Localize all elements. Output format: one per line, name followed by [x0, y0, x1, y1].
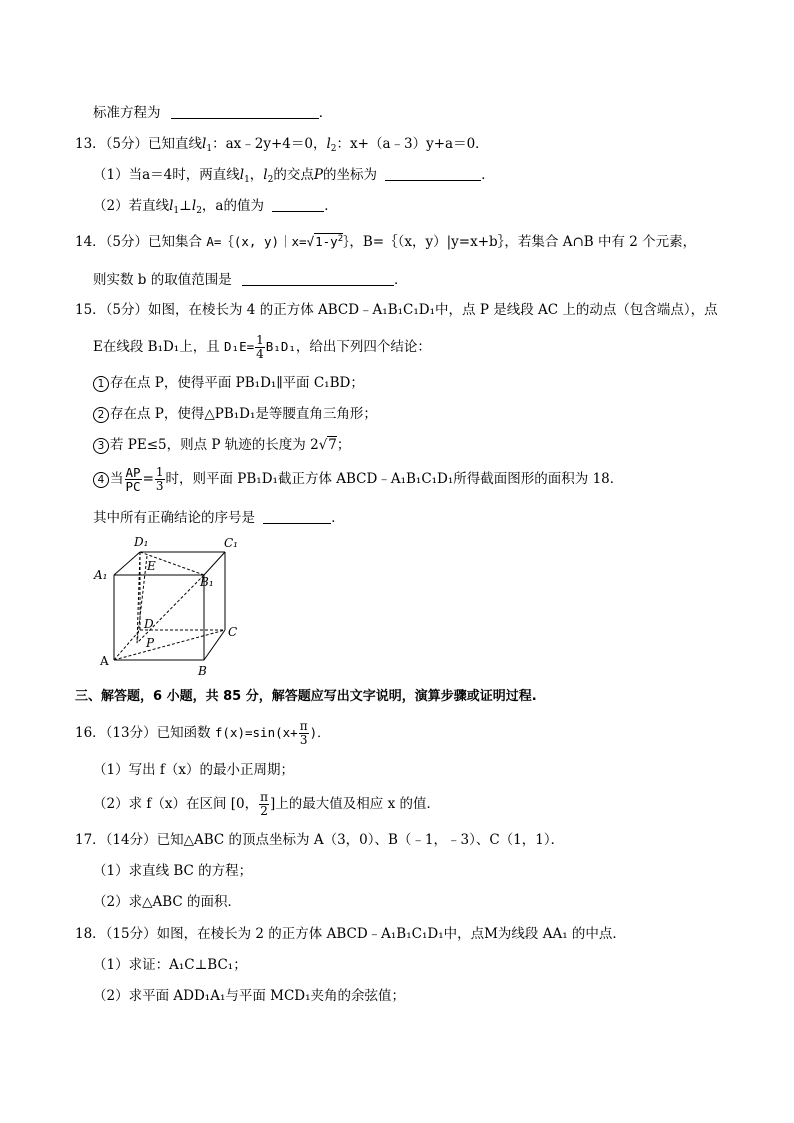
answer-blank[interactable] — [242, 271, 394, 286]
line2-equation: ：x+（a﹣3）y+a＝0． — [336, 136, 489, 152]
section-3-heading: 三、解答题，6 小题，共 85 分，解答题应写出文字说明，演算步骤或证明过程. — [75, 689, 537, 704]
q16-part2 — [93, 791, 440, 818]
intersection-text: 的交点 — [273, 167, 314, 183]
q15-conclusion-4 — [93, 466, 623, 493]
q15-conclusion-2 — [93, 405, 377, 423]
label-A: A — [100, 654, 109, 668]
l1-symbol: l — [202, 136, 207, 152]
set-B: ，B=｛（x，y）|y=x+b｝，若集合 A∩B 中有 2 个元素， — [349, 234, 697, 251]
q17-part1: （1）求直线 BC 的方程； — [93, 863, 253, 879]
point-P: P — [313, 167, 323, 183]
q15-tail — [93, 509, 345, 527]
cube-figure — [92, 530, 252, 678]
part-label: （2）若直线 — [93, 198, 170, 214]
fraction-ap-pc: $\frac{AP}{PC}$ — [125, 465, 141, 494]
q15-conclusion-1 — [93, 374, 364, 392]
circled-number-2: 2 — [93, 407, 109, 423]
d1e-lhs: D₁E= — [224, 339, 255, 354]
coord-text: 的坐标为 — [322, 167, 377, 183]
function-close: )． — [309, 725, 330, 740]
sqrt-sign: √ — [306, 234, 315, 250]
l2-symbol: l — [326, 136, 331, 152]
conclusion-text: 时，则平面 PB₁D₁截正方体 ABCD﹣A₁B₁C₁D₁所得截面图形的面积为 18． — [165, 471, 624, 487]
conclusion-text: 存在点 P，使得△PB₁D₁是等腰直角三角形； — [110, 406, 377, 422]
q14-line2 — [93, 271, 408, 289]
b-range-text: 则实数 b 的取值范围是 — [93, 272, 232, 288]
set-A-close: ｝ — [343, 234, 350, 250]
conclusion-text: 若 PE≤5，则点 P 轨迹的长度为 2 — [110, 437, 319, 453]
q16-prefix: 16．（13分）已知函数 — [75, 725, 211, 741]
max-text: ]上的最大值及相应 x 的值． — [270, 796, 440, 812]
sqrt-radicand: $1-y^2$ — [315, 234, 344, 250]
label-P: P — [146, 636, 155, 650]
answer-blank[interactable] — [263, 509, 331, 524]
conclusion-text: 存在点 P，使得平面 PB₁D₁∥平面 C₁BD； — [110, 375, 364, 391]
edge-B1C1 — [204, 552, 225, 575]
q17-head: 17．（14分）已知△ABC 的顶点坐标为 A（3，0）、B（﹣1，﹣3）、C（1，1）． — [75, 832, 565, 848]
fraction-third: $\frac{1}{3}$ — [155, 465, 164, 493]
conclusions-intro: ，给出下列四个结论： — [295, 339, 431, 355]
q13-prefix: 13．（5分）已知直线 — [75, 136, 203, 152]
q13-part2: （2）若直线$l_1\perp l_2$，a的值为 ． — [93, 198, 338, 216]
q15-line2 — [93, 334, 431, 361]
label-A1: A₁ — [94, 568, 108, 582]
q17-part2: （2）求△ABC 的面积． — [93, 894, 242, 910]
label-B: B — [198, 664, 207, 678]
set-A: A=｛(x, y)｜x= — [206, 234, 307, 250]
a-value-text: ，a的值为 — [201, 198, 264, 214]
q12-text: 标准方程为 — [93, 105, 161, 121]
when-text: 当 — [110, 471, 124, 487]
condition: a＝4时，两直线 — [142, 167, 240, 183]
circled-number-3: 3 — [93, 438, 109, 454]
period: ． — [331, 510, 345, 526]
period: ． — [394, 272, 408, 288]
label-D1: D₁ — [134, 535, 149, 549]
q15-text: 15．（5分）如图，在棱长为 4 的正方体 ABCD﹣A₁B₁C₁D₁中，点 P 是线段 AC 上的动点（包含端点），点 — [75, 302, 718, 318]
interval-text: （2）求 f（x）在区间 [0， — [93, 796, 259, 812]
label-D: D — [144, 617, 154, 631]
q18-part2: （2）求平面 ADD₁A₁与平面 MCD₁夹角的余弦值； — [93, 988, 406, 1004]
q14-prefix: 14．（5分）已知集合 — [75, 234, 203, 251]
q13-part1: （1）当a＝4时，两直线$l_1$，$l_2$的交点P的坐标为 ． — [93, 167, 495, 185]
q13-head: 13．（5分）已知直线$l_1$：ax﹣2y+4＝0，$l_2$：x+（a﹣3）y+a＝0． — [75, 136, 489, 154]
segment-B1P — [137, 575, 204, 643]
sqrt-radicand: 7 — [328, 437, 337, 453]
semicolon: ； — [336, 437, 351, 453]
line1-equation: ：ax﹣2y+4＝0， — [212, 136, 327, 152]
fraction-pi-3: $\frac{\pi}{3}$ — [299, 719, 308, 747]
label-C1: C₁ — [224, 536, 238, 550]
q18-part1: （1）求证：A₁C⊥BC₁； — [93, 957, 247, 973]
answer-blank[interactable] — [385, 166, 481, 181]
circled-number-4: 4 — [93, 472, 109, 488]
q15-conclusion-3 — [93, 436, 350, 454]
diagonal-AC-hidden — [114, 630, 225, 660]
edge-AD-hidden — [114, 630, 140, 660]
q18-head: 18．（15分）如图，在棱长为 2 的正方体 ABCD﹣A₁B₁C₁D₁中，点M为线段 AA₁ 的中点． — [75, 926, 626, 942]
function-expr: f(x)=sin(x+ — [214, 725, 298, 740]
period: ． — [318, 105, 333, 121]
answer-prompt: 其中所有正确结论的序号是 — [93, 510, 255, 526]
e-condition: E在线段 B₁D₁上，且 — [93, 339, 220, 355]
equals: = — [142, 471, 154, 487]
answer-blank[interactable] — [171, 104, 319, 119]
label-C: C — [228, 625, 238, 639]
label-B1: B₁ — [200, 575, 214, 589]
sqrt-sign: √ — [318, 437, 328, 453]
label-E: E — [147, 559, 156, 573]
q16-part1: （1）写出 f（x）的最小正周期； — [93, 762, 294, 778]
q15-head — [75, 301, 718, 319]
q14-head — [75, 230, 696, 251]
circled-number-1: 1 — [93, 376, 109, 392]
q16-head — [75, 720, 330, 747]
period: ． — [481, 167, 495, 183]
fraction-pi-2: $\frac{\pi}{2}$ — [260, 790, 269, 818]
q12-tail — [93, 104, 332, 122]
answer-blank[interactable] — [272, 197, 324, 212]
b1d1: B₁D₁ — [265, 339, 296, 354]
edge-D1A1 — [114, 552, 140, 575]
period: ． — [324, 198, 338, 214]
part-label: （1）当 — [93, 167, 143, 183]
fraction-quarter: $\frac{1}{4}$ — [256, 333, 264, 361]
